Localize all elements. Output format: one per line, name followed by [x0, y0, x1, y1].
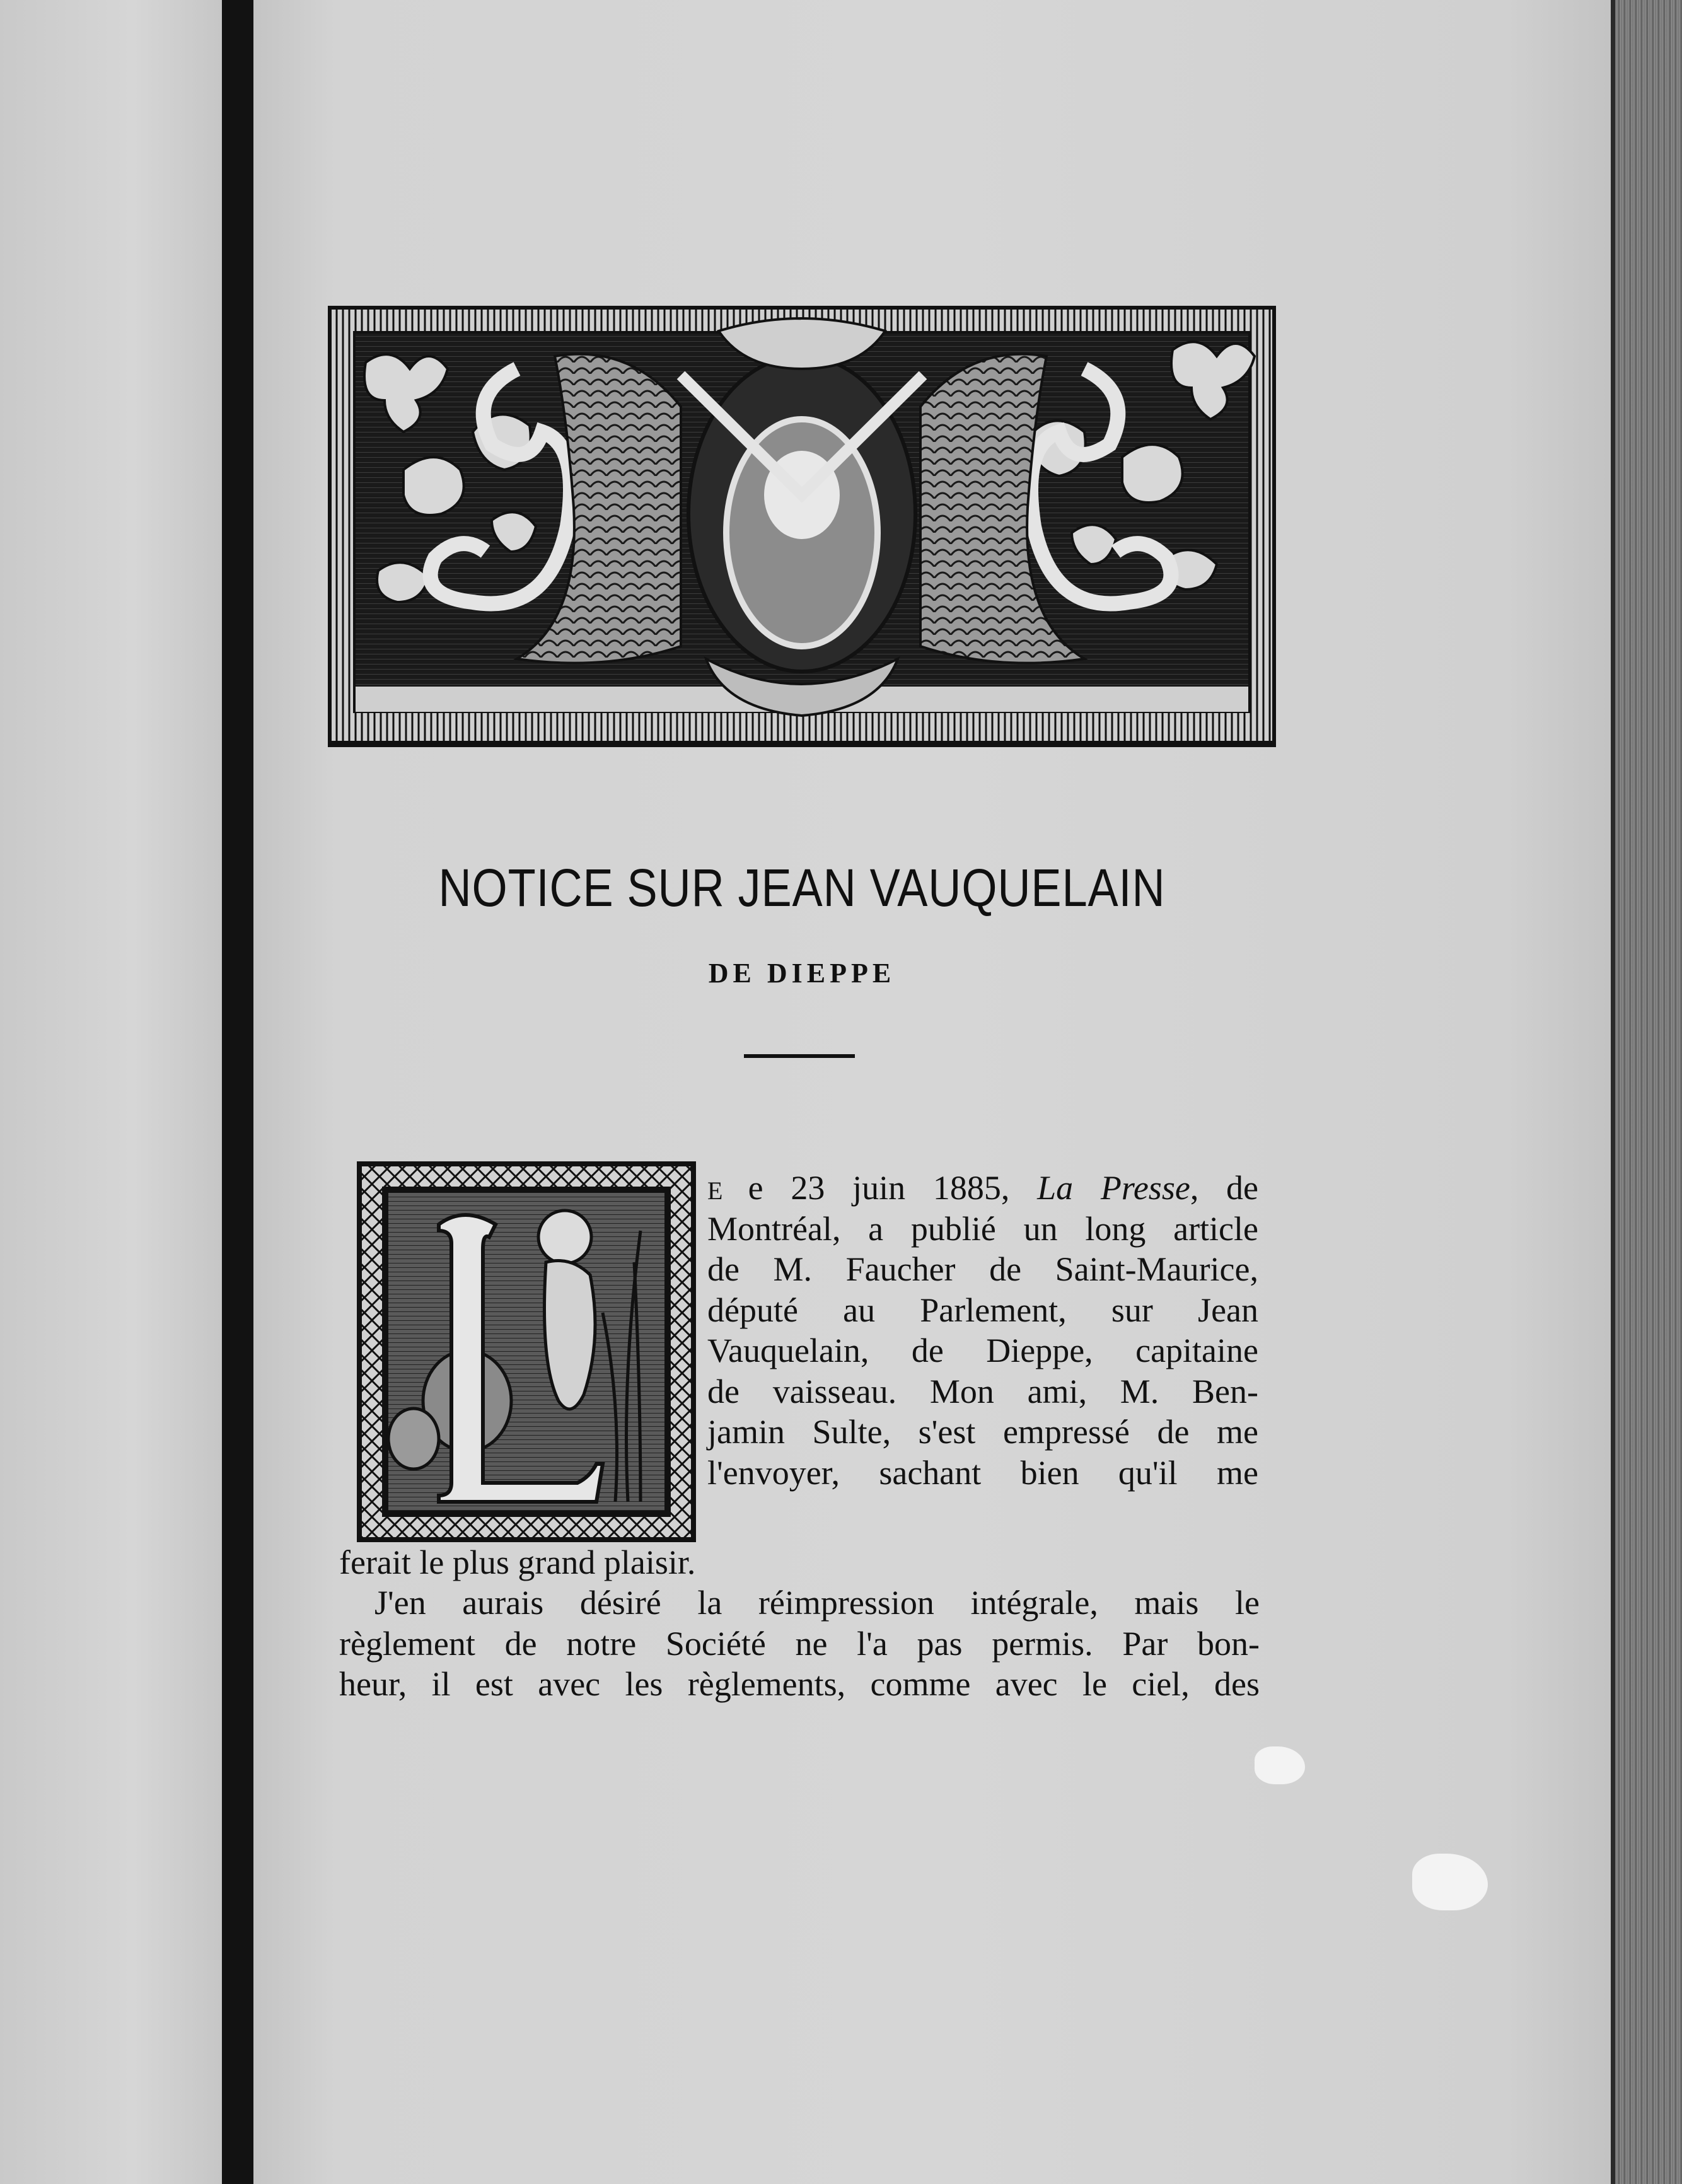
facing-page-edge [0, 0, 222, 2184]
paragraph-2 [339, 1583, 1260, 1705]
text-line: jamin Sulte, s'est empressé de me [707, 1413, 1258, 1451]
text-line: E e 23 juin 1885, La Presse, de [707, 1169, 1259, 1207]
text-line: heur, il est avec les règlements, comme avec le ciel, des [339, 1665, 1260, 1703]
title-rule [744, 1054, 855, 1058]
text-line: de M. Faucher de Saint-Maurice, [707, 1250, 1258, 1288]
paragraph-1-continuation: ferait le plus grand plaisir. [339, 1543, 696, 1581]
text-line: l'envoyer, sachant bien qu'il me [707, 1453, 1258, 1492]
text-line: député au Parlement, sur Jean [707, 1291, 1258, 1329]
text-line: règlement de notre Société ne l'a pas permis. Par bon- [339, 1624, 1260, 1663]
text-line: Vauquelain, de Dieppe, capitaine [707, 1332, 1258, 1369]
book-gutter [222, 0, 253, 2184]
page-subtitle: DE DIEPPE [708, 958, 896, 989]
dropcap-ornament [357, 1161, 696, 1542]
text-line: de vaisseau. Mon ami, M. Ben- [707, 1372, 1258, 1410]
text-line-end: , de [1190, 1169, 1259, 1207]
text-line: J'en aurais désiré la réimpression intégrale, mais le [374, 1584, 1260, 1622]
page-title: NOTICE SUR JEAN VAUQUELAIN [438, 858, 1166, 917]
italic-newspaper-title: La Presse [1037, 1169, 1190, 1207]
text-line: Montréal, a publié un long article [707, 1209, 1258, 1248]
text-line-start: e 23 juin 1885, [748, 1169, 1038, 1207]
paragraph-1-beside-cap [707, 1168, 1258, 1493]
stacked-page-edges [1615, 0, 1682, 2184]
header-ornament-m [328, 306, 1276, 747]
